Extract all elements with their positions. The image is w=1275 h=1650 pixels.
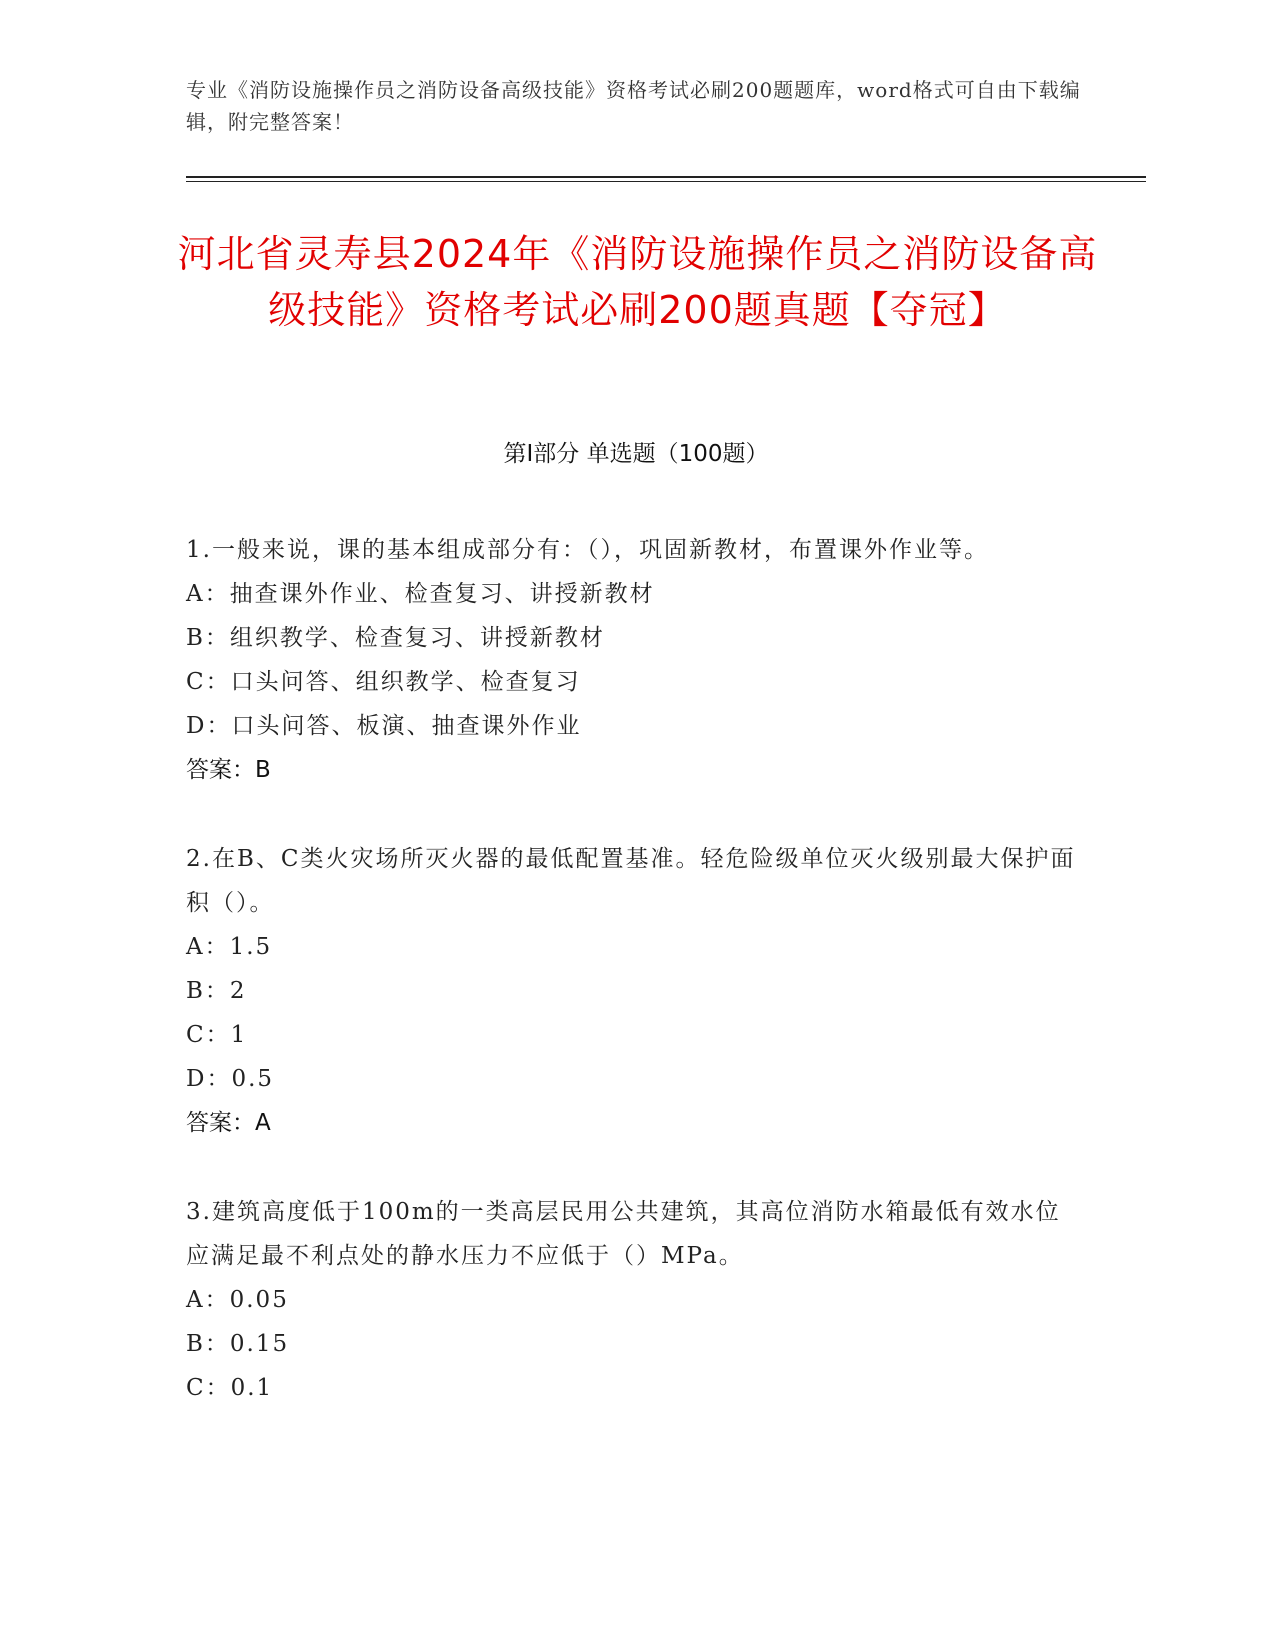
question-list [186, 528, 1076, 1455]
question-2 [186, 837, 1076, 1145]
question-3 [186, 1190, 1076, 1410]
answer: 答案：B [186, 757, 271, 783]
option-c: C：0.1 [186, 1375, 274, 1401]
header-divider [186, 176, 1146, 178]
question-stem: 3.建筑高度低于100m的一类高层民用公共建筑，其高位消防水箱最低有效水位应满足最不利点处的静水压力不应低于（）MPa。 [186, 1199, 1061, 1269]
option-b: B：0.15 [186, 1331, 290, 1357]
option-a: A：1.5 [186, 934, 273, 960]
header-note: 专业《消防设施操作员之消防设备高级技能》资格考试必刷200题题库，word格式可自由下载编辑，附完整答案！ [186, 78, 1081, 134]
option-a: A：0.05 [186, 1287, 289, 1313]
header-divider-thin [186, 181, 1146, 182]
section-heading: 第I部分 单选题（100题） [503, 441, 769, 467]
question-stem: 1.一般来说，课的基本组成部分有：（），巩固新教材，布置课外作业等。 [186, 537, 989, 563]
question-1 [186, 528, 1076, 792]
option-c: C：口头问答、组织教学、检查复习 [186, 669, 581, 695]
option-b: B：组织教学、检查复习、讲授新教材 [186, 625, 605, 651]
option-b: B：2 [186, 978, 247, 1004]
answer: 答案：A [186, 1110, 271, 1136]
option-d: D：口头问答、板演、抽查课外作业 [186, 713, 582, 739]
question-stem: 2.在B、C类火灾场所灭火器的最低配置基准。轻危险级单位灭火级别最大保护面积（）。 [186, 846, 1076, 916]
option-c: C：1 [186, 1022, 248, 1048]
option-d: D：0.5 [186, 1066, 275, 1092]
option-a: A：抽查课外作业、检查复习、讲授新教材 [186, 581, 655, 607]
document-title: 河北省灵寿县2024年《消防设施操作员之消防设备高级技能》资格考试必刷200题真题【夺冠】 [177, 232, 1098, 332]
